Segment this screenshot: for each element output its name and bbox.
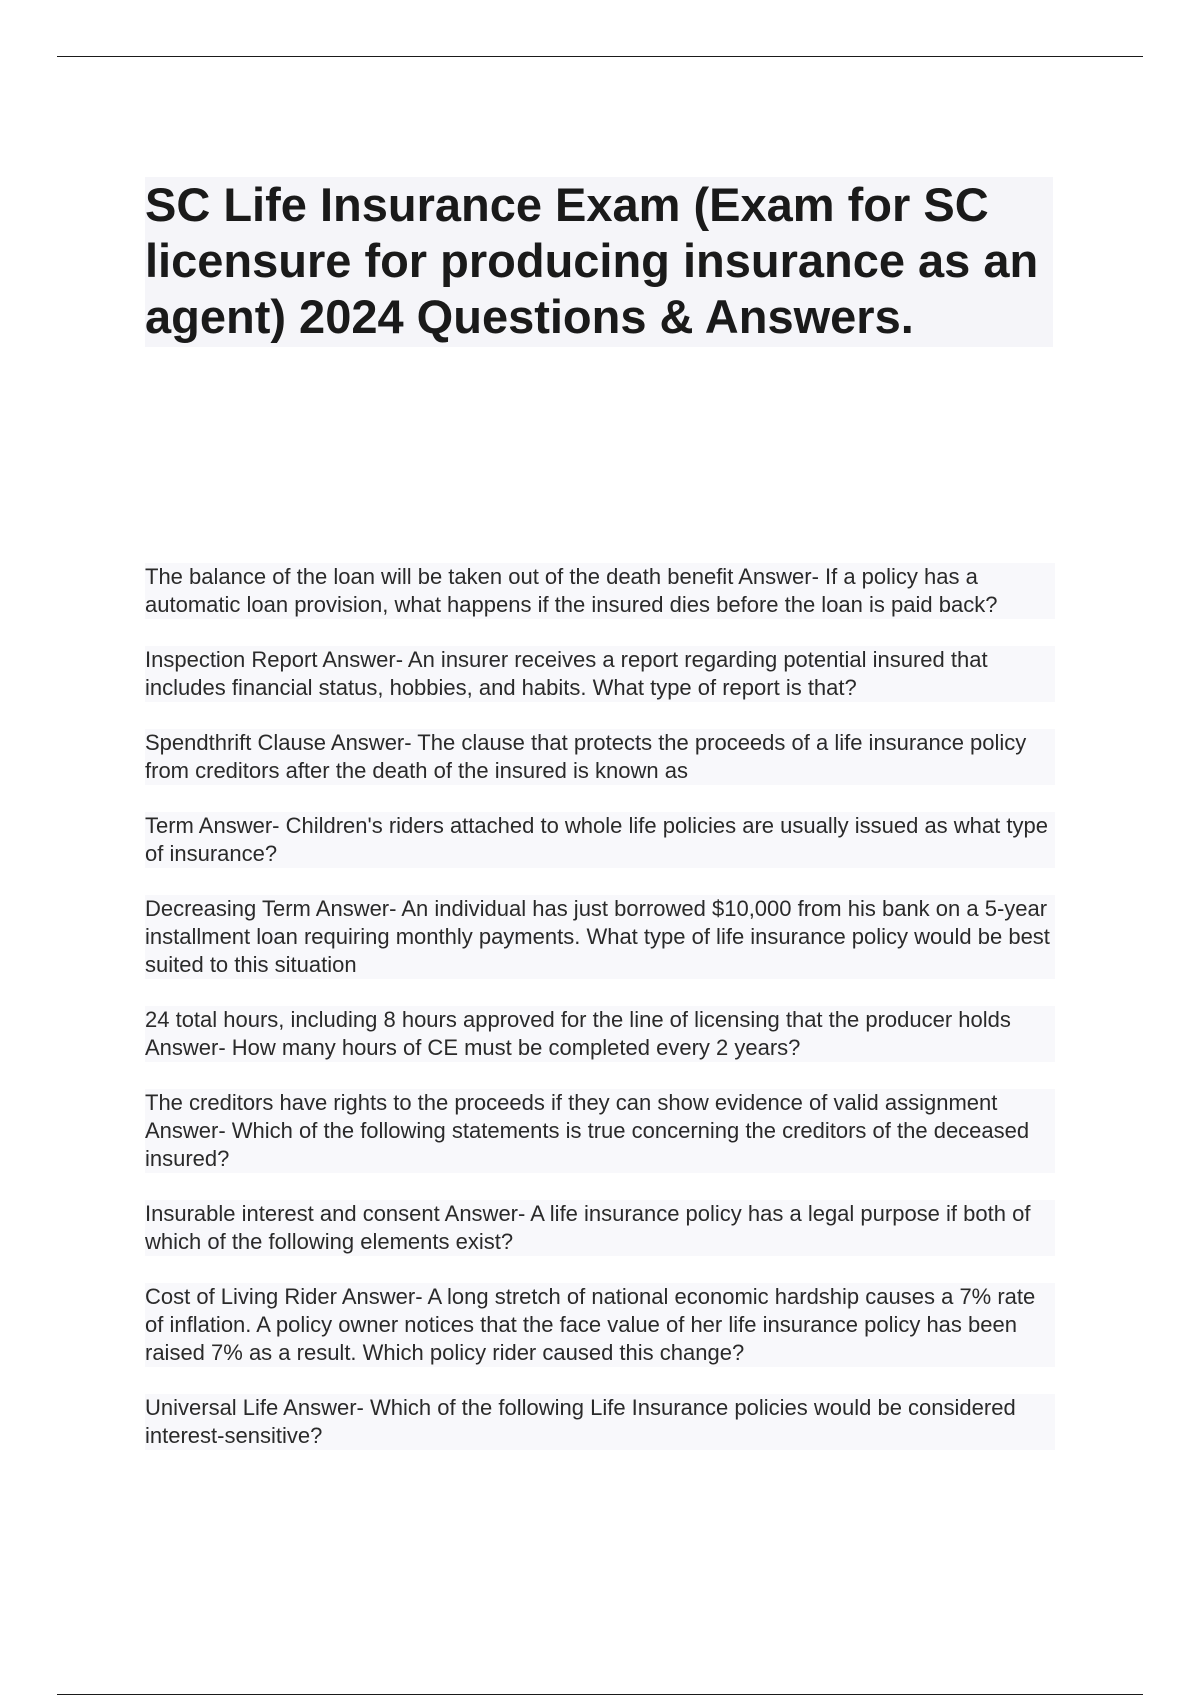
qa-list (145, 563, 1055, 1477)
qa-item (145, 1394, 1055, 1450)
qa-item (145, 563, 1055, 619)
qa-item (145, 1006, 1055, 1062)
qa-item (145, 812, 1055, 868)
qa-text: Cost of Living Rider Answer- A long stretch of national economic hardship causes a 7% rate of inflation. A policy owner notices that the face value of her life insurance policy has been raised 7% as a result. Which policy rider caused this change? (145, 1283, 1055, 1367)
qa-item (145, 1089, 1055, 1173)
qa-text: Universal Life Answer- Which of the following Life Insurance policies would be considered interest-sensitive? (145, 1394, 1055, 1450)
qa-text: Inspection Report Answer- An insurer receives a report regarding potential insured that includes financial status, hobbies, and habits. What type of report is that? (145, 646, 1055, 702)
qa-text: The creditors have rights to the proceeds if they can show evidence of valid assignment Answer- Which of the following statements is true concerning the creditors of the deceased insured? (145, 1089, 1055, 1173)
qa-text: Insurable interest and consent Answer- A life insurance policy has a legal purpose if both of which of the following elements exist? (145, 1200, 1055, 1256)
qa-item (145, 1283, 1055, 1367)
qa-text: Term Answer- Children's riders attached to whole life policies are usually issued as what type of insurance? (145, 812, 1055, 868)
qa-item (145, 646, 1055, 702)
qa-item (145, 1200, 1055, 1256)
qa-item (145, 895, 1055, 979)
qa-text: 24 total hours, including 8 hours approved for the line of licensing that the producer holds Answer- How many hours of CE must be completed every 2 years? (145, 1006, 1055, 1062)
bottom-rule (57, 1694, 1143, 1695)
qa-text: Spendthrift Clause Answer- The clause that protects the proceeds of a life insurance policy from creditors after the death of the insured is known as (145, 729, 1055, 785)
qa-text: Decreasing Term Answer- An individual has just borrowed $10,000 from his bank on a 5-year installment loan requiring monthly payments. What type of life insurance policy would be best suited to this situation (145, 895, 1055, 979)
top-rule (57, 56, 1143, 57)
qa-item (145, 729, 1055, 785)
document-title: SC Life Insurance Exam (Exam for SC licensure for producing insurance as an agent) 2024 Questions & Answers. (145, 177, 1053, 347)
qa-text: The balance of the loan will be taken out of the death benefit Answer- If a policy has a automatic loan provision, what happens if the insured dies before the loan is paid back? (145, 563, 1055, 619)
